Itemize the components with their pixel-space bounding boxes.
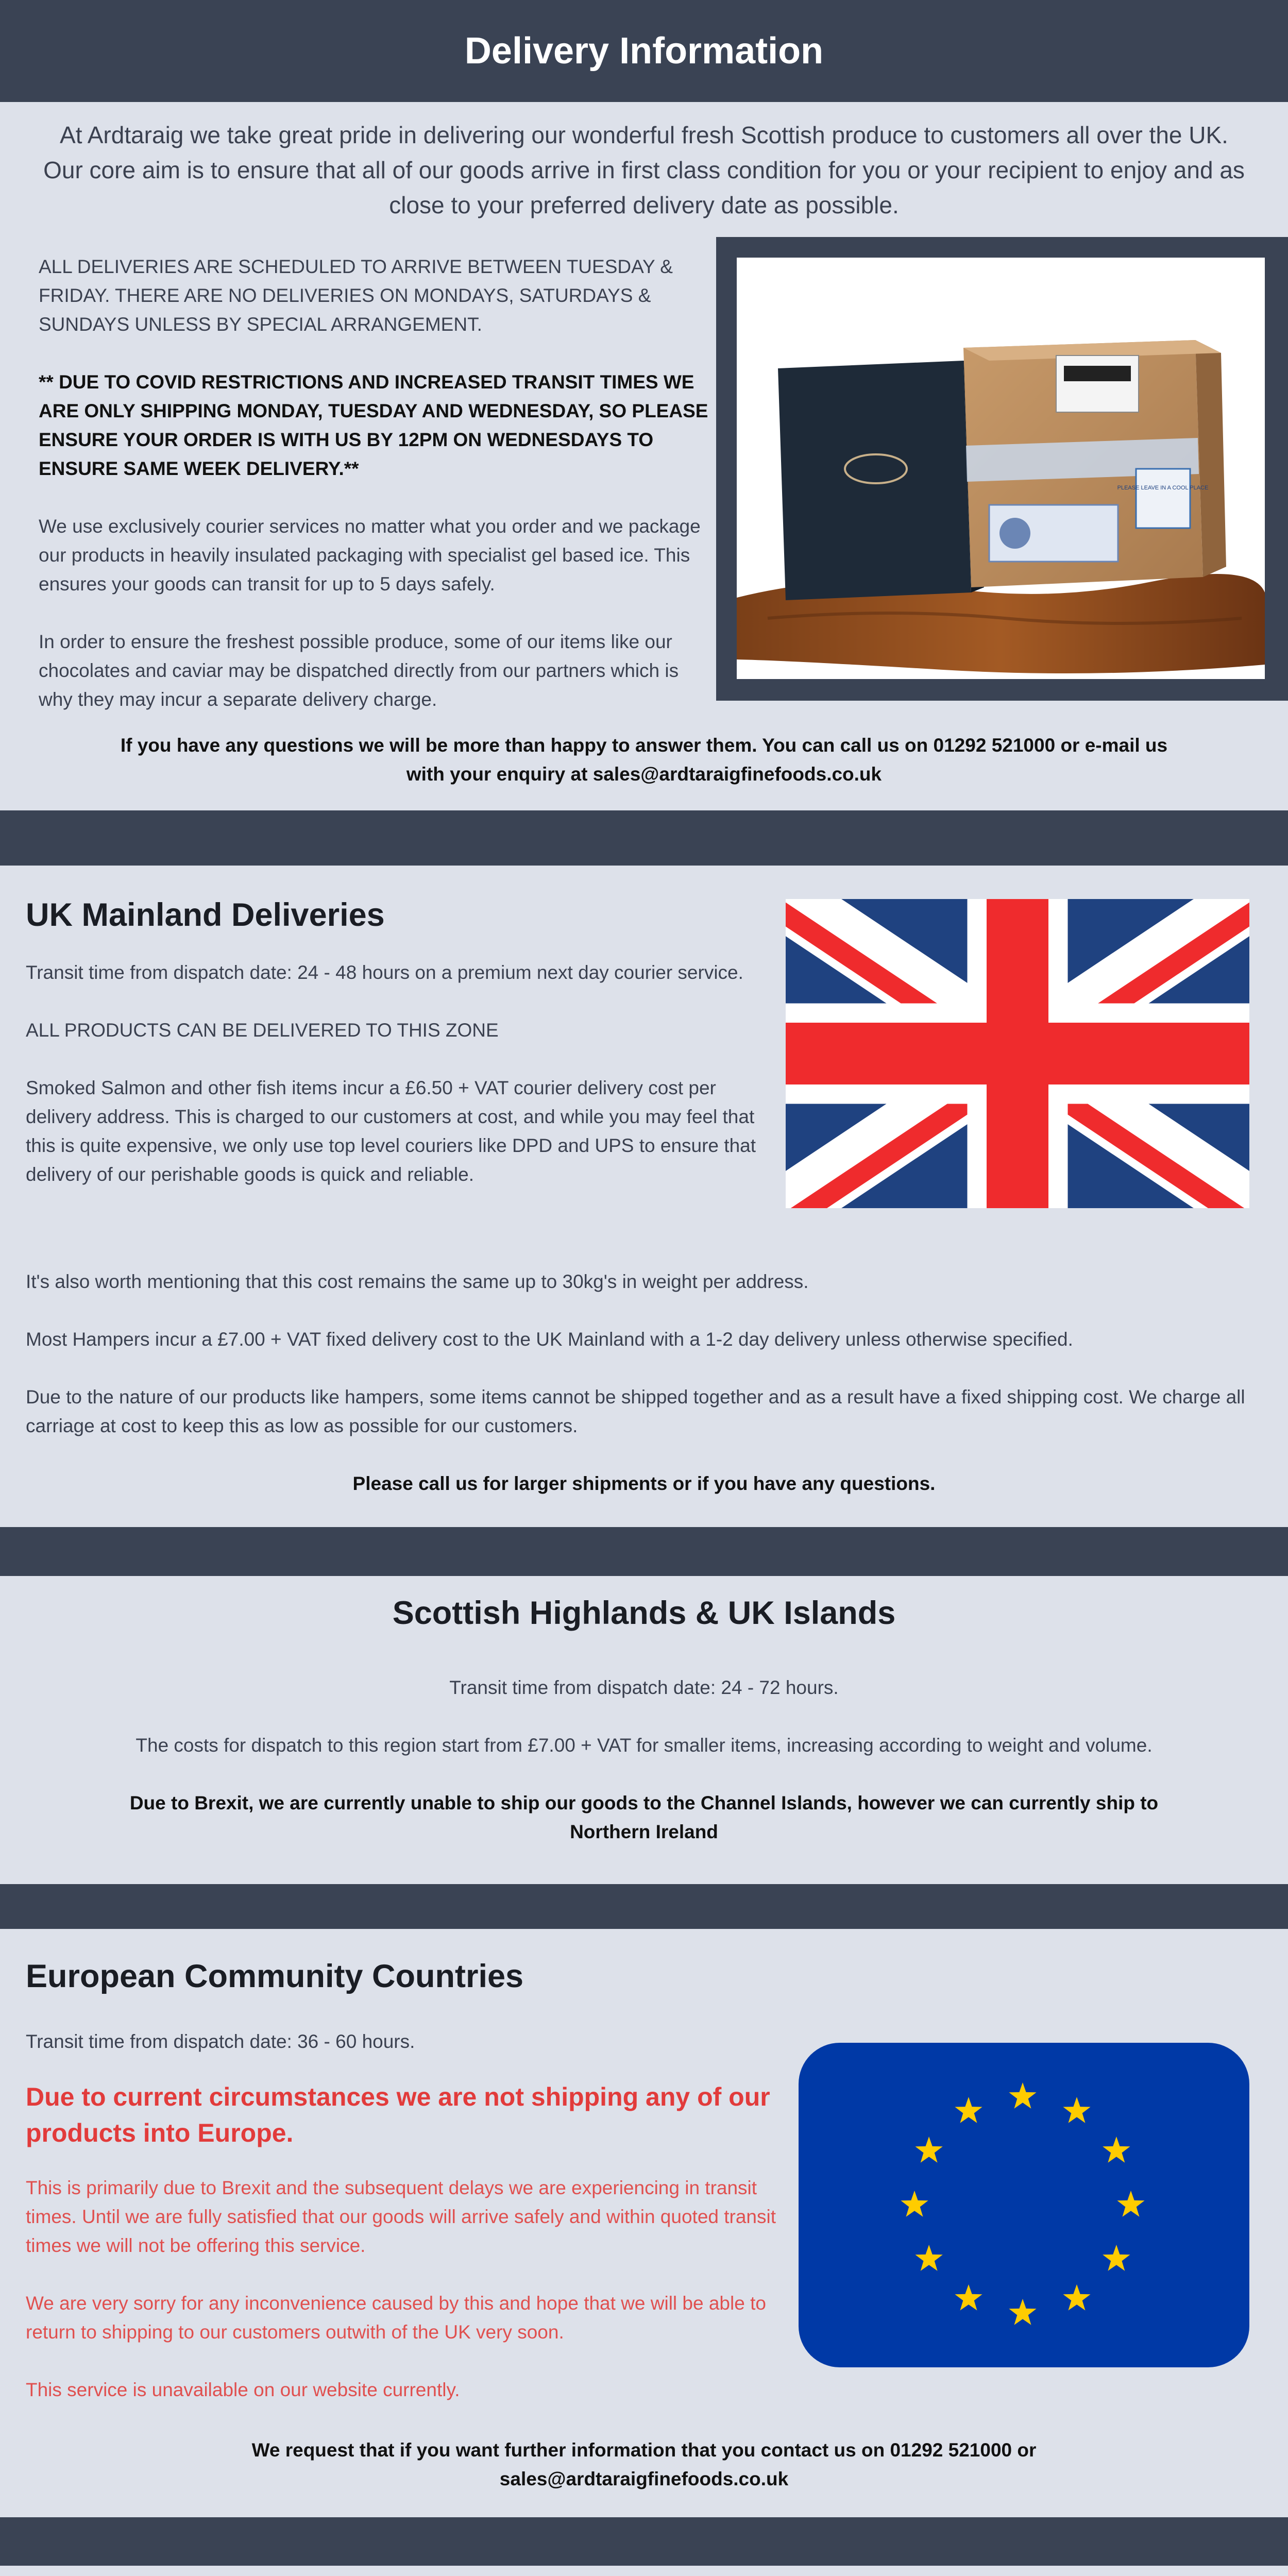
highlands-transit: Transit time from dispatch date: 24 - 72 hours. xyxy=(449,1677,839,1698)
europe-unavailable: This service is unavailable on our website currently. xyxy=(26,2379,460,2400)
europe-reason: This is primarily due to Brexit and the subsequent delays we are experiencing in transit times. Until we are fully satisfied that our goods will arrive safely and within quoted transit times we will not be offering this service. xyxy=(26,2177,776,2256)
uk-weight-note: It's also worth mentioning that this cost remains the same up to 30kg's in weight per address. xyxy=(26,1271,809,1292)
divider-band-4 xyxy=(0,2517,1288,2566)
uk-mainland-details xyxy=(26,1267,1262,1498)
covid-notice: ** DUE TO COVID RESTRICTIONS AND INCREASED TRANSIT TIMES WE ARE ONLY SHIPPING MONDAY, TUESDAY AND WEDNESDAY, SO PLEASE ENSURE YOUR ORDER IS WITH US BY 12PM ON WEDNESDAYS TO ENSURE SAME WEEK DELIVERY.** xyxy=(39,371,708,479)
packaging-photo-frame xyxy=(716,237,1288,701)
highlands-brexit: Due to Brexit, we are currently unable to ship our goods to the Channel Islands, however we can currently ship to Northern Ireland xyxy=(129,1792,1159,1842)
uk-salmon-cost: Smoked Salmon and other fish items incur a £6.50 + VAT courier delivery cost per delivery address. This is charged to our customers at cost, and while you may feel that this is quite expensive, we only use top level couriers like DPD and UPS to ensure that delivery of our perishable goods is quick and reliable. xyxy=(26,1077,756,1185)
page-title: Delivery Information xyxy=(464,30,824,72)
schedule-notice: ALL DELIVERIES ARE SCHEDULED TO ARRIVE BETWEEN TUESDAY & FRIDAY. THERE ARE NO DELIVERIES ON MONDAYS, SATURDAYS & SUNDAYS UNLESS BY SPECIAL ARRANGEMENT. xyxy=(39,256,673,335)
uk-nature-note: Due to the nature of our products like hampers, some items cannot be shipped together and as a result have a fixed shipping cost. We charge all carriage at cost to keep this as low as possible for our customers. xyxy=(26,1386,1245,1436)
europe-column xyxy=(26,2027,783,2404)
highlands-costs: The costs for dispatch to this region start from £7.00 + VAT for smaller items, increasing according to weight and volume. xyxy=(135,1735,1153,1756)
europe-title: European Community Countries xyxy=(26,1958,524,1994)
uk-hampers-cost: Most Hampers incur a £7.00 + VAT fixed delivery cost to the UK Mainland with a 1-2 day delivery unless otherwise specified. xyxy=(26,1329,1073,1350)
courier-info: We use exclusively courier services no matter what you order and we package our products in heavily insulated packaging with specialist gel based ice. This ensures your goods can transit for up to 5 days safely. xyxy=(39,516,701,595)
union-jack-flag-icon xyxy=(786,899,1249,1208)
divider-band-1 xyxy=(0,810,1288,866)
uk-call-note: Please call us for larger shipments or if you have any questions. xyxy=(352,1473,936,1494)
europe-notice: Due to current circumstances we are not shipping any of our products into Europe. xyxy=(26,2082,770,2147)
europe-sorry: We are very sorry for any inconvenience caused by this and hope that we will be able to return to shipping to our customers outwith of the UK very soon. xyxy=(26,2293,766,2343)
europe-transit: Transit time from dispatch date: 36 - 60 hours. xyxy=(26,2031,415,2052)
eu-flag-icon xyxy=(799,2043,1249,2367)
uk-mainland-title: UK Mainland Deliveries xyxy=(26,897,385,933)
uk-all-products: ALL PRODUCTS CAN BE DELIVERED TO THIS ZONE xyxy=(26,1020,499,1041)
intro-contact: If you have any questions we will be more than happy to answer them. You can call us on 01292 521000 or e-mail us with your enquiry at sales@ardtaraigfinefoods.co.uk xyxy=(120,735,1168,785)
intro-column xyxy=(39,252,708,714)
page-header xyxy=(0,0,1288,102)
uk-mainland-column xyxy=(26,958,757,1189)
europe-request: We request that if you want further information that you contact us on 01292 521000 or sales@ardtaraigfinefoods.co.uk xyxy=(251,2439,1037,2489)
uk-transit: Transit time from dispatch date: 24 - 48 hours on a premium next day courier service. xyxy=(26,962,743,983)
divider-band-3 xyxy=(0,1884,1288,1929)
partners-info: In order to ensure the freshest possible produce, some of our items like our chocolates and caviar may be dispatched directly from our partners which is why they may incur a separate delivery charge. xyxy=(39,631,679,710)
intro-text: At Ardtaraig we take great pride in delivering our wonderful fresh Scottish produce to customers all over the UK. Our core aim is to ensure that all of our goods arrive in first class condition for you or your recipient to enjoy and as close to your preferred delivery date as possible. xyxy=(43,122,1245,218)
cool-place-label: PLEASE LEAVE IN A COOL PLACE xyxy=(1117,485,1209,491)
divider-band-2 xyxy=(0,1527,1288,1576)
packaging-photo xyxy=(737,258,1265,679)
highlands-title: Scottish Highlands & UK Islands xyxy=(392,1595,896,1631)
